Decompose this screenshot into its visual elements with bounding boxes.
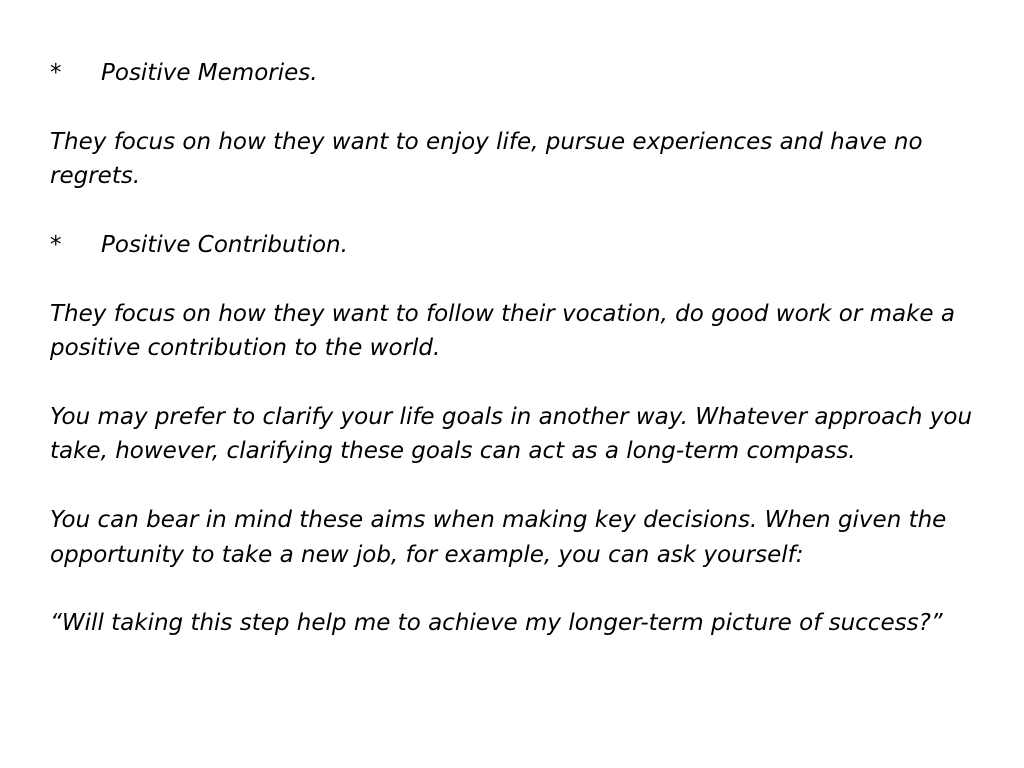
bullet-positive-contribution xyxy=(50,228,990,262)
spacer xyxy=(50,572,990,606)
slide-body xyxy=(50,56,990,641)
spacer xyxy=(50,194,990,228)
paragraph-key-decisions: You can bear in mind these aims when making key decisions. When given the opportunity to take a new job, for example, you can ask yourself: xyxy=(50,507,947,568)
quote-question: “Will taking this step help me to achieve my longer-term picture of success?” xyxy=(50,610,943,637)
paragraph-clarify-goals: You may prefer to clarify your life goals in another way. Whatever approach you take, however, clarifying these goals can act as a long-term compass. xyxy=(50,404,973,465)
spacer xyxy=(50,262,990,296)
spacer xyxy=(50,366,990,400)
paragraph-vocation: They focus on how they want to follow their vocation, do good work or make a positive contribution to the world. xyxy=(50,300,955,362)
paragraph-enjoy-life: They focus on how they want to enjoy life, pursue experiences and have no regrets. xyxy=(50,128,923,190)
bullet-marker: * xyxy=(50,60,62,86)
bullet-text: Positive Memories. xyxy=(101,60,318,86)
bullet-positive-memories xyxy=(50,56,990,90)
spacer xyxy=(50,90,990,124)
bullet-marker: * xyxy=(50,232,62,258)
bullet-text: Positive Contribution. xyxy=(101,232,348,258)
spacer xyxy=(50,469,990,503)
